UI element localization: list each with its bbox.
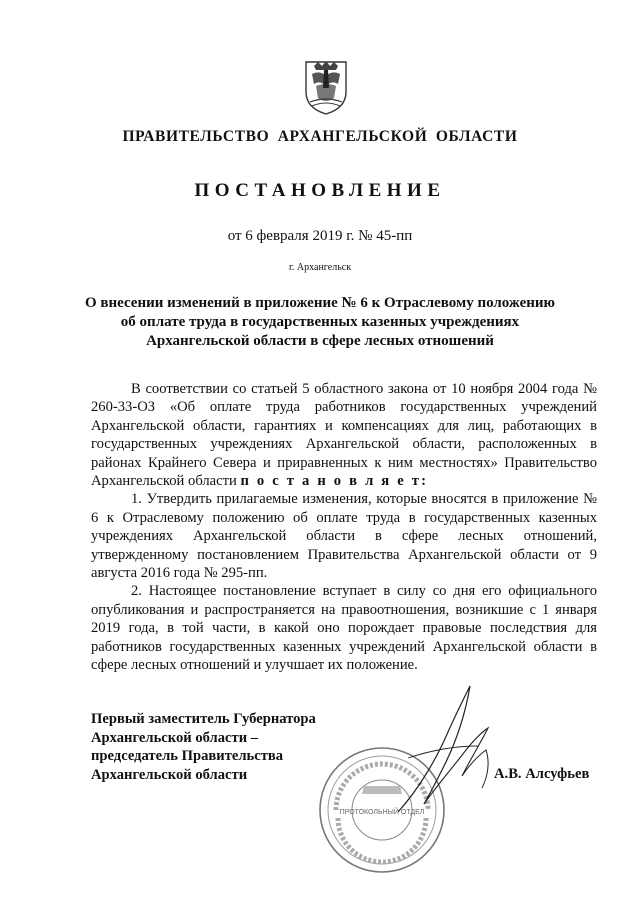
resolves-word: п о с т а н о в л я е т: bbox=[240, 473, 429, 490]
document-type: ПОСТАНОВЛЕНИЕ bbox=[194, 180, 446, 201]
document-title bbox=[60, 294, 580, 351]
document-place: г. Архангельск bbox=[288, 262, 352, 273]
position-line: Архангельской области – bbox=[91, 729, 259, 746]
title-line: об оплате труда в государственных казенных учреждениях bbox=[120, 314, 520, 330]
document-body bbox=[91, 380, 597, 675]
position-line: председатель Правительства bbox=[91, 748, 284, 765]
signatory-name: А.В. Алсуфьев bbox=[494, 766, 590, 782]
signatory-position bbox=[91, 710, 316, 784]
position-line: Первый заместитель Губернатора bbox=[91, 711, 316, 727]
title-line: О внесении изменений в приложение № 6 к Отраслевому положению bbox=[84, 295, 556, 311]
stamp-text: ПРОТОКОЛЬНЫЙ ОТДЕЛ bbox=[339, 809, 425, 816]
handwritten-signature bbox=[378, 680, 508, 820]
paragraph-preamble bbox=[91, 380, 597, 490]
arkhangelsk-coat-of-arms-icon bbox=[302, 58, 350, 116]
title-line: Архангельской области в сфере лесных отношений bbox=[146, 333, 494, 349]
paragraph-item-2: 2. Настоящее постановление вступает в силу со дня его официального опубликования и распространяется на правоотношения, возникшие с 1 января 2019 года, в той части, в какой оно порождает правовые последствия для работников государственных казенных учреждений Архангельской области в сфере лесных отношений и улучшает их положение. bbox=[91, 583, 597, 674]
position-line: Архангельской области bbox=[91, 766, 248, 783]
document-date: от 6 февраля 2019 г. № 45-пп bbox=[227, 228, 413, 244]
preamble-text: В соответствии со статьей 5 областного закона от 10 ноября 2004 года № 260-33-ОЗ «Об оплате труда работников государственных учреждений Архангельской области, гарантиях и компенсациях для лиц, работающих в государственных учреждениях Архангельской области, расположенных в районах Крайнего Севера и приравненных к ним местностях» Правительство Архангельской области bbox=[91, 381, 597, 490]
government-name: ПРАВИТЕЛЬСТВО АРХАНГЕЛЬСКОЙ ОБЛАСТИ bbox=[122, 128, 518, 145]
paragraph-item-1: 1. Утвердить прилагаемые изменения, которые вносятся в приложение № 6 к Отраслевому положению об оплате труда в государственных казенных учреждениях Архангельской области в сфере лесных отношений, утвержденному постановлением Правительства Архангельской области от 9 августа 2016 года № 295-пп. bbox=[91, 491, 597, 582]
